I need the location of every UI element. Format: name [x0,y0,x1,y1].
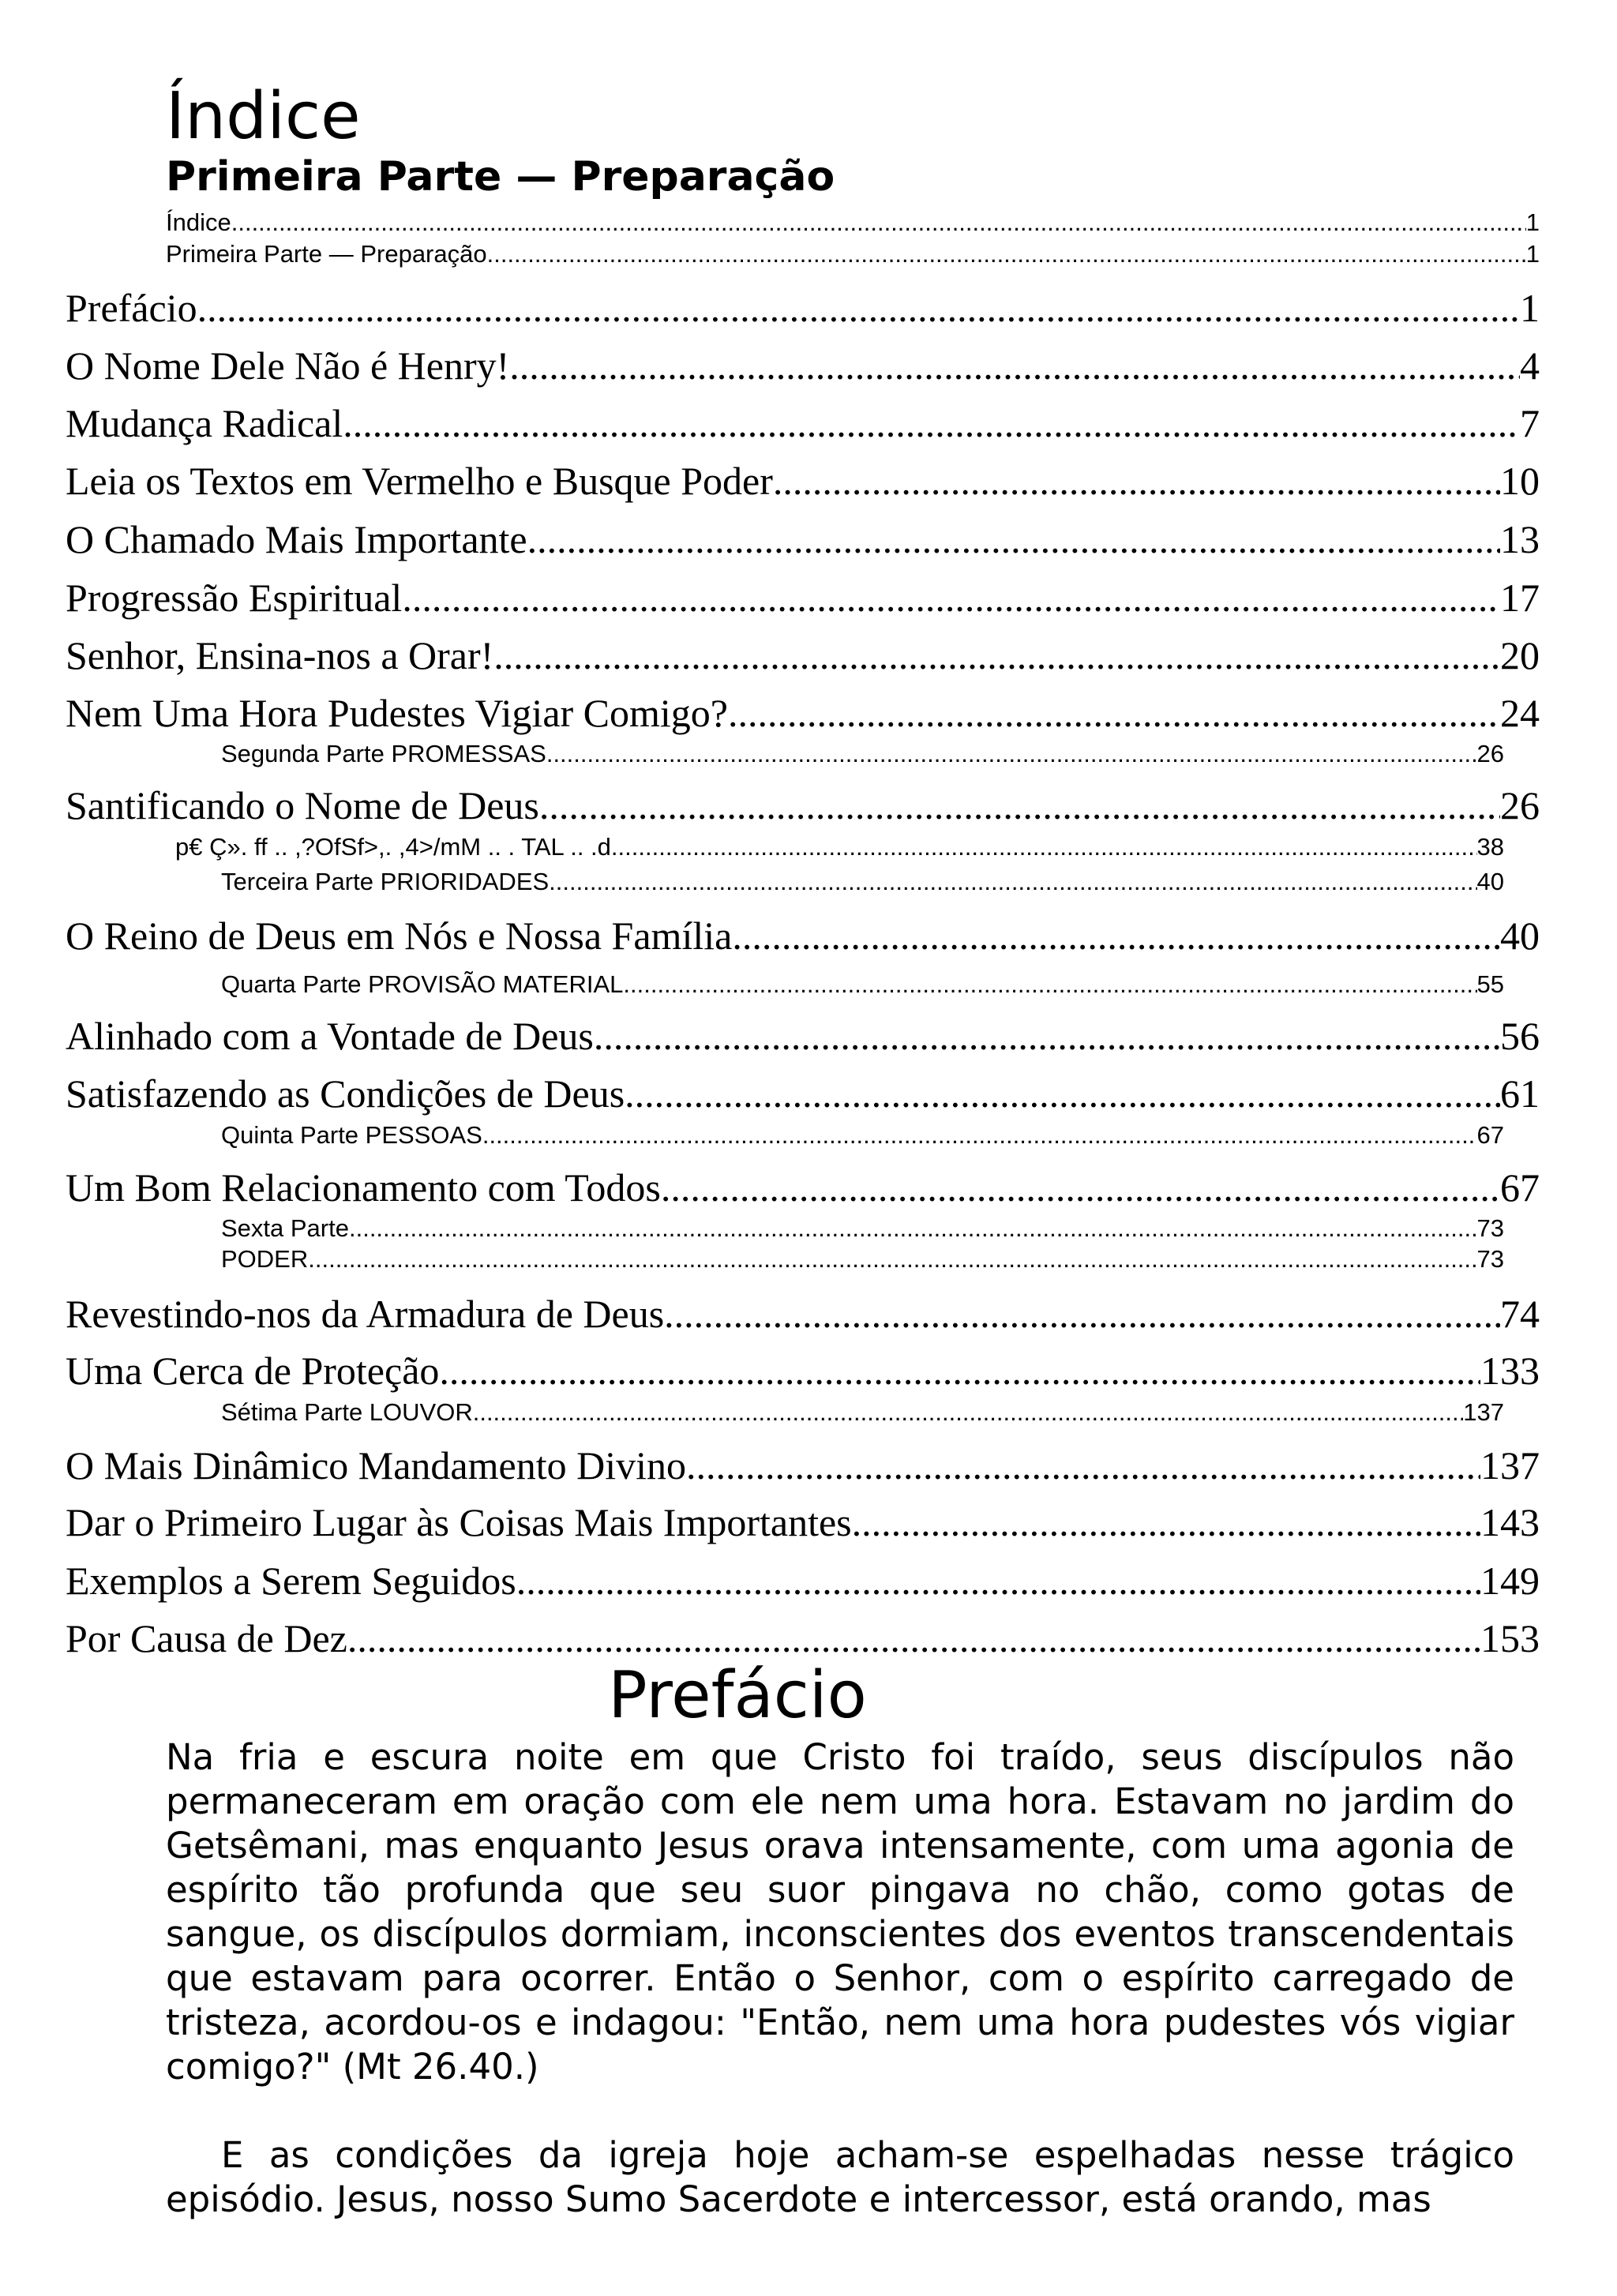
toc-entry[interactable] [66,516,1540,563]
toc-leader-dots [482,1120,1477,1150]
toc-entry[interactable] [175,832,1504,862]
toc-leader-dots [732,912,1500,959]
toc-entry[interactable] [66,284,1540,332]
toc-leader-dots [347,1615,1480,1662]
toc-entry-label: Prefácio [66,286,197,330]
toc-page-number: 20 [1500,633,1540,677]
toc-entry-label: O Chamado Mais Importante [66,517,527,561]
toc-entry-label: Sexta Parte [221,1214,349,1242]
preface-paragraph-1: Na fria e escura noite em que Cristo foi traído, seus discípulos não permaneceram em oração com ele nem uma hora. Estavam no jardim do Getsêmani, mas enquanto Jesus orava intensamente, com uma agonia de espírito tão profunda que seu suor pingava no chão, como gotas de sangue, os discípulos dormiam, inconscientes dos eventos transcendentais que estavam para ocorrer. Então o Senhor, com o espírito carregado de tristeza, acordou-os e indagou: "Então, nem uma hora pudestes vós vigiar comigo?" (Mt 26.40.) [166,1736,1514,2088]
toc-entry[interactable] [66,1012,1540,1060]
toc-entry[interactable] [66,1290,1540,1337]
part-heading: Primeira Parte — Preparação [166,153,835,201]
toc-entry[interactable] [66,457,1540,505]
toc-leader-dots [773,457,1500,505]
toc-entry-label: Por Causa de Dez [66,1616,347,1660]
toc-page-number: 67 [1476,1121,1504,1149]
toc-page-number: 73 [1476,1245,1504,1273]
toc-entry[interactable] [66,1070,1540,1117]
toc-page-number: 143 [1480,1500,1540,1544]
toc-page-number: 13 [1500,517,1540,561]
toc-page-number: 1 [1520,286,1540,330]
toc-entry[interactable] [221,970,1504,1000]
toc-entry-label: Alinhado com a Vontade de Deus [66,1014,594,1058]
toc-entry[interactable] [166,239,1540,269]
toc-entry-label: Índice [166,208,231,236]
toc-leader-dots [509,342,1520,389]
toc-leader-dots [664,1290,1500,1337]
toc-entry-label: Quarta Parte PROVISÃO MATERIAL [221,970,624,998]
toc-entry-label: O Reino de Deus em Nós e Nossa Família [66,914,733,958]
toc-leader-dots [527,516,1500,563]
toc-entry[interactable] [221,1244,1504,1274]
toc-leader-dots [402,574,1500,621]
toc-entry[interactable] [66,632,1540,679]
toc-leader-dots [539,782,1500,829]
toc-entry-label: Quinta Parte PESSOAS [221,1121,482,1149]
toc-entry-label: Sétima Parte LOUVOR [221,1398,473,1426]
toc-page-number: 26 [1500,783,1540,827]
toc-page-number: 24 [1500,691,1540,735]
toc-entry[interactable] [221,1214,1504,1244]
toc-leader-dots [231,208,1526,238]
toc-page-number: 67 [1500,1165,1540,1210]
toc-entry-label: Leia os Textos em Vermelho e Busque Poder [66,459,773,503]
toc-entry[interactable] [66,912,1540,959]
toc-entry[interactable] [221,1120,1504,1150]
toc-entry-label: Uma Cerca de Proteção [66,1349,440,1393]
toc-leader-dots [439,1347,1480,1394]
toc-page-number: 137 [1463,1398,1504,1426]
toc-leader-dots [546,739,1477,769]
toc-page-number: 40 [1476,868,1504,895]
toc-entry[interactable] [66,1557,1540,1604]
toc-page-number: 137 [1480,1443,1540,1488]
toc-leader-dots [686,1442,1480,1489]
toc-page-number: 55 [1476,970,1504,998]
toc-entry-label: Dar o Primeiro Lugar às Coisas Mais Importantes [66,1500,852,1544]
toc-entry-label: Exemplos a Serem Seguidos [66,1559,516,1603]
toc-leader-dots [493,632,1500,679]
toc-leader-dots [852,1499,1480,1546]
toc-leader-dots [349,1214,1477,1244]
toc-entry[interactable] [66,574,1540,621]
toc-entry[interactable] [166,208,1540,238]
toc-entry[interactable] [66,782,1540,829]
toc-entry[interactable] [221,1397,1504,1427]
toc-leader-dots [594,1012,1500,1060]
toc-entry[interactable] [66,400,1540,447]
toc-entry[interactable] [66,689,1540,737]
toc-page-number: 38 [1476,833,1504,861]
toc-entry-label: Um Bom Relacionamento com Todos [66,1165,661,1210]
preface-heading: Prefácio [608,1658,867,1733]
toc-entry-label: Segunda Parte PROMESSAS [221,740,546,767]
toc-entry-label: PODER [221,1245,309,1273]
toc-page-number: 17 [1500,576,1540,620]
toc-page-number: 73 [1476,1214,1504,1242]
toc-page-number: 149 [1480,1559,1540,1603]
toc-page-number: 26 [1476,740,1504,767]
toc-leader-dots [625,1070,1500,1117]
toc-entry[interactable] [66,1615,1540,1662]
toc-entry[interactable] [66,1499,1540,1546]
toc-entry[interactable] [66,342,1540,389]
toc-leader-dots [343,400,1520,447]
toc-leader-dots [487,239,1526,269]
toc-leader-dots [661,1164,1500,1211]
toc-page-number: 74 [1500,1292,1540,1336]
toc-entry-label: Progressão Espiritual [66,576,403,620]
toc-page-number: 1 [1525,240,1540,268]
toc-entry-label: Revestindo-nos da Armadura de Deus [66,1292,665,1336]
toc-entry-label: O Nome Dele Não é Henry! [66,343,510,388]
toc-leader-dots [197,284,1520,332]
toc-entry[interactable] [66,1347,1540,1394]
toc-entry-label: Satisfazendo as Condições de Deus [66,1071,625,1116]
toc-leader-dots [611,832,1477,862]
toc-entry[interactable] [66,1442,1540,1489]
toc-leader-dots [308,1244,1476,1274]
toc-entry-label: Senhor, Ensina-nos a Orar! [66,633,494,677]
toc-leader-dots [473,1397,1464,1427]
toc-leader-dots [728,689,1500,737]
toc-entry-label: Nem Uma Hora Pudestes Vigiar Comigo? [66,691,728,735]
toc-page-number: 56 [1500,1014,1540,1058]
preface-paragraph-2: E as condições da igreja hoje acham-se espelhadas nesse trágico episódio. Jesus, nosso Sumo Sacerdote e intercessor, está orando, mas [166,2134,1514,2220]
toc-entry-label: Primeira Parte — Preparação [166,240,487,268]
toc-leader-dots [549,867,1476,897]
toc-page-number: 40 [1500,914,1540,958]
toc-page-number: 153 [1480,1616,1540,1660]
toc-entry-label: p€ Ç». ff .. ,?OfSf>,. ,4>/mM .. . TAL .. .d [175,833,611,861]
toc-page-number: 133 [1480,1349,1540,1393]
toc-page-number: 10 [1500,459,1540,503]
index-heading: Índice [166,79,361,154]
toc-page-number: 61 [1500,1071,1540,1116]
toc-page-number: 4 [1520,343,1540,388]
toc-entry[interactable] [221,867,1504,897]
toc-entry[interactable] [221,739,1504,769]
toc-entry-label: Mudança Radical [66,401,343,445]
toc-leader-dots [516,1557,1480,1604]
toc-entry-label: O Mais Dinâmico Mandamento Divino [66,1443,686,1488]
toc-page-number: 7 [1520,401,1540,445]
toc-leader-dots [623,970,1476,1000]
toc-entry-label: Terceira Parte PRIORIDADES [221,868,550,895]
toc-entry[interactable] [66,1164,1540,1211]
toc-entry-label: Santificando o Nome de Deus [66,783,539,827]
toc-page-number: 1 [1525,208,1540,236]
